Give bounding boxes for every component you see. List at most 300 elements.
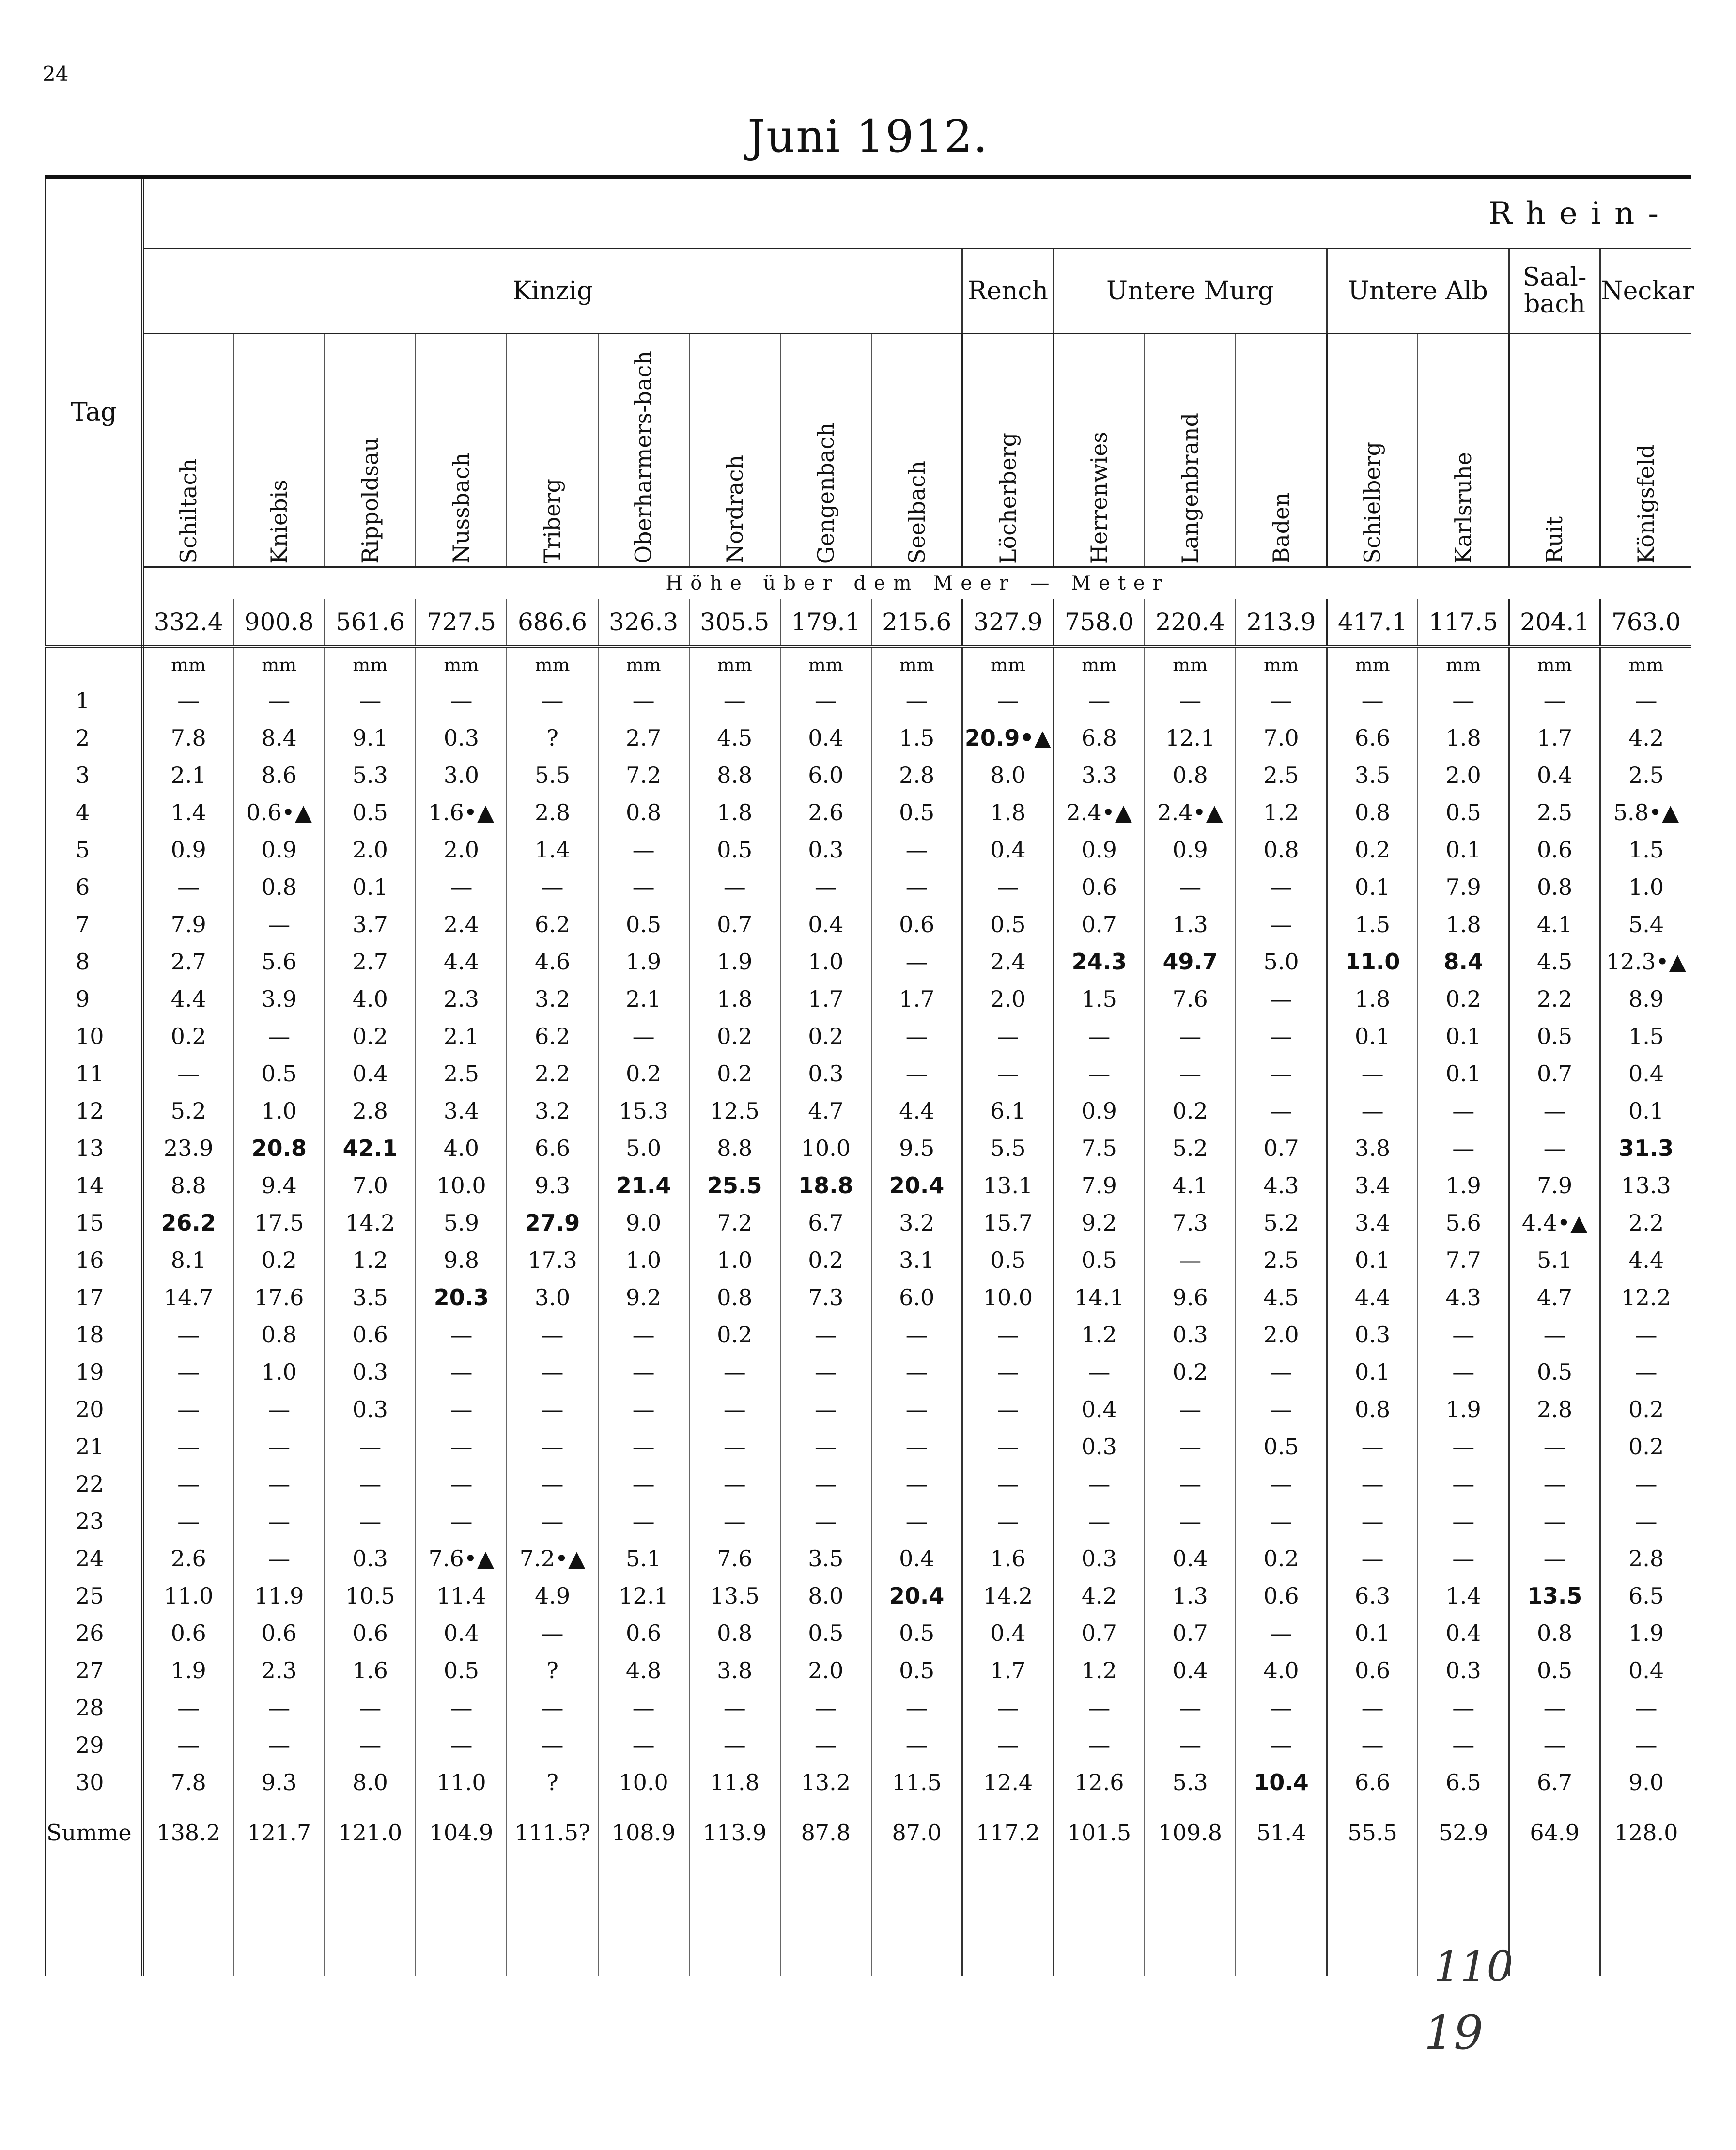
- precip-value: 5.0: [598, 1130, 689, 1167]
- precip-value: 1.6: [325, 1652, 416, 1689]
- precip-value: —: [1236, 981, 1327, 1018]
- unit-row: [46, 647, 1691, 682]
- station-header: [142, 334, 233, 567]
- precip-value: 8.1: [142, 1242, 233, 1279]
- precip-value: 2.4: [962, 943, 1054, 981]
- precip-value: 0.4: [871, 1540, 962, 1577]
- precip-value: 0.3: [780, 831, 871, 869]
- precip-value: 1.5: [1600, 1018, 1691, 1055]
- precip-value: 1.5: [1327, 906, 1418, 943]
- precip-value: —: [598, 1391, 689, 1428]
- precip-value: 1.7: [962, 1652, 1054, 1689]
- precip-value: 4.7: [780, 1092, 871, 1130]
- precip-value: 3.5: [325, 1279, 416, 1316]
- precip-value: —: [507, 1391, 598, 1428]
- precip-value: 7.3: [780, 1279, 871, 1316]
- unit-label: mm: [1509, 647, 1600, 682]
- precip-value: —: [871, 831, 962, 869]
- precip-value: 11.0: [1327, 943, 1418, 981]
- precip-value: 0.5: [233, 1055, 325, 1092]
- precip-value: 1.4: [507, 831, 598, 869]
- precip-value: 5.2: [142, 1092, 233, 1130]
- day-number: 26: [46, 1615, 142, 1652]
- precip-value: —: [325, 1503, 416, 1540]
- precip-value: —: [1054, 1465, 1145, 1503]
- tail-cell: [598, 1864, 689, 1976]
- precip-value: —: [507, 1503, 598, 1540]
- elevation-value: 758.0: [1054, 599, 1145, 647]
- precip-value: —: [1418, 1354, 1509, 1391]
- elevation-value: 326.3: [598, 599, 689, 647]
- region-header: Rhein-: [142, 177, 1691, 249]
- precip-value: 3.3: [1054, 757, 1145, 794]
- precip-value: 0.5: [416, 1652, 507, 1689]
- day-number: 29: [46, 1727, 142, 1764]
- day-number: 7: [46, 906, 142, 943]
- precip-value: 9.2: [598, 1279, 689, 1316]
- precip-value: 2.2: [1600, 1204, 1691, 1242]
- precip-value: 9.3: [507, 1167, 598, 1204]
- table-row: [46, 869, 1691, 906]
- group-header: Untere Murg: [1054, 249, 1327, 334]
- precip-value: 0.1: [1418, 1018, 1509, 1055]
- precip-value: 0.1: [1327, 1615, 1418, 1652]
- precip-value: 0.2: [1145, 1354, 1236, 1391]
- precip-value: —: [598, 682, 689, 719]
- group-header: Untere Alb: [1327, 249, 1509, 334]
- precip-value: —: [325, 1465, 416, 1503]
- precip-value: —: [598, 1465, 689, 1503]
- precip-value: 1.7: [780, 981, 871, 1018]
- precip-value: 0.5: [1054, 1242, 1145, 1279]
- sum-value: 51.4: [1236, 1801, 1327, 1864]
- precip-value: —: [598, 1428, 689, 1465]
- precip-value: 4.1: [1509, 906, 1600, 943]
- day-number: 21: [46, 1428, 142, 1465]
- table-row: [46, 1316, 1691, 1354]
- precip-value: —: [233, 1503, 325, 1540]
- precip-value: 5.9: [416, 1204, 507, 1242]
- precip-value: 4.8: [598, 1652, 689, 1689]
- precip-value: 13.5: [1509, 1577, 1600, 1615]
- precip-value: 5.4: [1600, 906, 1691, 943]
- precip-value: 3.0: [416, 757, 507, 794]
- precip-value: 2.2: [507, 1055, 598, 1092]
- tag-header: Tag: [46, 177, 142, 647]
- station-name: Baden: [1268, 492, 1294, 564]
- precip-value: 12.4: [962, 1764, 1054, 1801]
- day-number: 1: [46, 682, 142, 719]
- precip-value: —: [780, 682, 871, 719]
- precip-value: 3.1: [871, 1242, 962, 1279]
- precip-value: 5.6: [233, 943, 325, 981]
- precip-value: 3.2: [507, 1092, 598, 1130]
- precip-value: —: [871, 1018, 962, 1055]
- precip-value: 1.8: [1418, 719, 1509, 757]
- precip-value: —: [598, 1727, 689, 1764]
- precip-value: 1.9: [1600, 1615, 1691, 1652]
- precip-value: —: [142, 682, 233, 719]
- precip-value: —: [689, 1503, 780, 1540]
- precip-value: 1.8: [689, 794, 780, 831]
- precip-value: 1.0: [233, 1092, 325, 1130]
- precip-value: —: [416, 1689, 507, 1727]
- precip-value: 7.2•▲: [507, 1540, 598, 1577]
- precip-value: 7.9: [1509, 1167, 1600, 1204]
- precip-value: 12.5: [689, 1092, 780, 1130]
- day-number: 30: [46, 1764, 142, 1801]
- station-header: [1509, 334, 1600, 567]
- precip-value: 0.2: [689, 1018, 780, 1055]
- precip-value: ?: [507, 1764, 598, 1801]
- precip-value: 1.5: [1054, 981, 1145, 1018]
- precip-value: —: [142, 1689, 233, 1727]
- station-name: Nordrach: [721, 455, 748, 564]
- precip-value: 1.4: [1418, 1577, 1509, 1615]
- precip-value: 0.5: [780, 1615, 871, 1652]
- table-row: [46, 943, 1691, 981]
- elevation-value: 332.4: [142, 599, 233, 647]
- precip-value: 2.4•▲: [1145, 794, 1236, 831]
- precip-value: 2.0: [1418, 757, 1509, 794]
- elevation-value: 305.5: [689, 599, 780, 647]
- unit-label: mm: [1327, 647, 1418, 682]
- precip-value: 0.9: [1054, 831, 1145, 869]
- precip-value: 7.6: [1145, 981, 1236, 1018]
- table-row: [46, 719, 1691, 757]
- precip-value: —: [1145, 1428, 1236, 1465]
- precip-value: 1.4: [142, 794, 233, 831]
- day-number: 2: [46, 719, 142, 757]
- precip-value: 1.6: [962, 1540, 1054, 1577]
- elevation-value: 900.8: [233, 599, 325, 647]
- table-row: [46, 1167, 1691, 1204]
- precip-value: —: [780, 1316, 871, 1354]
- precip-value: —: [142, 869, 233, 906]
- precip-value: 8.8: [142, 1167, 233, 1204]
- precip-value: 4.3: [1418, 1279, 1509, 1316]
- pencil-note-2: 19: [1424, 2006, 1484, 2060]
- precip-value: 0.1: [325, 869, 416, 906]
- precip-value: —: [598, 1503, 689, 1540]
- station-header: [507, 334, 598, 567]
- precip-value: 1.9: [1418, 1167, 1509, 1204]
- precip-value: 2.5: [416, 1055, 507, 1092]
- precip-value: —: [1418, 682, 1509, 719]
- unit-label: mm: [871, 647, 962, 682]
- table-row: [46, 1689, 1691, 1727]
- precip-value: —: [780, 1428, 871, 1465]
- precip-value: —: [325, 1727, 416, 1764]
- precip-value: 3.2: [507, 981, 598, 1018]
- precip-value: —: [416, 1316, 507, 1354]
- day-number: 9: [46, 981, 142, 1018]
- precip-value: 0.4: [1054, 1391, 1145, 1428]
- tail-cell: [507, 1864, 598, 1976]
- precip-value: —: [598, 1018, 689, 1055]
- precip-value: 4.5: [689, 719, 780, 757]
- precip-value: 0.2: [142, 1018, 233, 1055]
- precip-value: 1.9: [689, 943, 780, 981]
- precip-value: —: [1236, 1354, 1327, 1391]
- unit-row-day: [46, 647, 142, 682]
- precip-value: —: [142, 1354, 233, 1391]
- precip-value: —: [1236, 869, 1327, 906]
- elevation-value: 213.9: [1236, 599, 1327, 647]
- sum-value: 55.5: [1327, 1801, 1418, 1864]
- precip-value: 0.2: [1145, 1092, 1236, 1130]
- precip-value: 4.4: [1600, 1242, 1691, 1279]
- precip-value: 0.3: [1054, 1540, 1145, 1577]
- precip-value: 1.5: [1600, 831, 1691, 869]
- precip-value: 3.5: [1327, 757, 1418, 794]
- precip-value: 0.5: [1509, 1354, 1600, 1391]
- precip-value: 9.0: [1600, 1764, 1691, 1801]
- precip-value: —: [689, 1391, 780, 1428]
- precip-value: 0.2: [1600, 1428, 1691, 1465]
- precip-value: 2.5: [1236, 1242, 1327, 1279]
- sum-row: [46, 1801, 1691, 1864]
- precip-value: 2.4•▲: [1054, 794, 1145, 831]
- elevation-value: 215.6: [871, 599, 962, 647]
- header-row-height-label: [46, 567, 1691, 599]
- table-row: [46, 1540, 1691, 1577]
- precip-value: 2.4: [416, 906, 507, 943]
- precip-value: 0.4: [1418, 1615, 1509, 1652]
- precip-value: 3.8: [689, 1652, 780, 1689]
- precip-value: 0.8: [1327, 794, 1418, 831]
- station-name: Königsfeld: [1633, 444, 1659, 564]
- precip-value: —: [142, 1428, 233, 1465]
- precip-value: 20.8: [233, 1130, 325, 1167]
- tail-cell: [325, 1864, 416, 1976]
- precip-value: —: [416, 1727, 507, 1764]
- precip-value: 1.2: [1054, 1652, 1145, 1689]
- precip-value: 5.3: [1145, 1764, 1236, 1801]
- precip-value: 9.6: [1145, 1279, 1236, 1316]
- precip-value: 2.7: [325, 943, 416, 981]
- precip-value: —: [1600, 1316, 1691, 1354]
- precip-value: 2.7: [142, 943, 233, 981]
- precip-value: 0.7: [1236, 1130, 1327, 1167]
- precip-value: 2.7: [598, 719, 689, 757]
- precip-value: 0.4: [416, 1615, 507, 1652]
- precip-value: 8.0: [962, 757, 1054, 794]
- tail-cell: [1054, 1864, 1145, 1976]
- precip-value: 0.8: [689, 1279, 780, 1316]
- precip-value: 6.2: [507, 1018, 598, 1055]
- day-number: 16: [46, 1242, 142, 1279]
- table-row: [46, 757, 1691, 794]
- precip-value: —: [962, 682, 1054, 719]
- precip-value: 7.0: [1236, 719, 1327, 757]
- precip-value: 0.6: [325, 1316, 416, 1354]
- group-header: Kinzig: [142, 249, 962, 334]
- day-number: 22: [46, 1465, 142, 1503]
- precip-value: 4.0: [325, 981, 416, 1018]
- precip-value: 0.5: [962, 1242, 1054, 1279]
- precipitation-table: [45, 175, 1694, 1976]
- precip-value: —: [507, 1615, 598, 1652]
- precip-value: 14.2: [962, 1577, 1054, 1615]
- sum-value: 87.0: [871, 1801, 962, 1864]
- precip-value: —: [689, 1354, 780, 1391]
- height-label: Höhe über dem Meer — Meter: [142, 567, 1691, 599]
- station-header: [1600, 334, 1691, 567]
- sum-value: 109.8: [1145, 1801, 1236, 1864]
- station-name: Ruit: [1541, 516, 1568, 564]
- unit-label: mm: [507, 647, 598, 682]
- precip-value: 0.8: [1509, 869, 1600, 906]
- precip-value: —: [1509, 1540, 1600, 1577]
- unit-label: mm: [142, 647, 233, 682]
- precip-value: 4.2: [1054, 1577, 1145, 1615]
- precip-value: 0.1: [1327, 1018, 1418, 1055]
- precip-value: 8.4: [1418, 943, 1509, 981]
- precip-value: 2.1: [598, 981, 689, 1018]
- station-header: [1418, 334, 1509, 567]
- precip-value: 27.9: [507, 1204, 598, 1242]
- station-name: Karlsruhe: [1450, 452, 1477, 564]
- table-row: [46, 1242, 1691, 1279]
- precip-value: —: [1236, 1465, 1327, 1503]
- precip-value: —: [780, 1727, 871, 1764]
- precip-value: 0.5: [1236, 1428, 1327, 1465]
- precip-value: —: [233, 1689, 325, 1727]
- precip-value: 0.5: [871, 1652, 962, 1689]
- precip-value: 0.2: [233, 1242, 325, 1279]
- precip-value: 10.5: [325, 1577, 416, 1615]
- unit-label: mm: [689, 647, 780, 682]
- unit-label: mm: [1145, 647, 1236, 682]
- precip-value: —: [233, 1727, 325, 1764]
- precip-value: 0.8: [233, 1316, 325, 1354]
- precip-value: 0.6: [325, 1615, 416, 1652]
- precip-value: —: [1236, 906, 1327, 943]
- precip-value: 4.5: [1509, 943, 1600, 981]
- precip-value: 0.3: [416, 719, 507, 757]
- page-number: 24: [43, 62, 69, 86]
- precip-value: —: [233, 1018, 325, 1055]
- precip-value: 0.8: [1145, 757, 1236, 794]
- precip-value: 2.8: [507, 794, 598, 831]
- precip-value: 0.6: [233, 1615, 325, 1652]
- precip-value: 7.2: [598, 757, 689, 794]
- precip-value: 42.1: [325, 1130, 416, 1167]
- header-row-groups: [46, 249, 1691, 334]
- precip-value: —: [1054, 1727, 1145, 1764]
- precip-value: —: [142, 1055, 233, 1092]
- precip-value: —: [962, 1055, 1054, 1092]
- precip-value: —: [416, 682, 507, 719]
- precip-value: —: [689, 869, 780, 906]
- precip-value: 0.2: [1418, 981, 1509, 1018]
- day-number: 10: [46, 1018, 142, 1055]
- precip-value: 5.5: [962, 1130, 1054, 1167]
- table-row: [46, 1428, 1691, 1465]
- precip-value: —: [416, 869, 507, 906]
- precip-value: 8.0: [780, 1577, 871, 1615]
- precip-value: —: [1509, 1428, 1600, 1465]
- day-number: 19: [46, 1354, 142, 1391]
- precip-value: —: [507, 1354, 598, 1391]
- precip-value: 3.8: [1327, 1130, 1418, 1167]
- precip-value: —: [325, 682, 416, 719]
- page-title: Juni 1912.: [747, 110, 989, 162]
- precip-value: 9.8: [416, 1242, 507, 1279]
- day-number: 25: [46, 1577, 142, 1615]
- elevation-value: 220.4: [1145, 599, 1236, 647]
- precip-value: 7.2: [689, 1204, 780, 1242]
- precip-value: 2.1: [142, 757, 233, 794]
- day-number: 5: [46, 831, 142, 869]
- precip-value: —: [233, 1540, 325, 1577]
- precip-value: 0.8: [598, 794, 689, 831]
- precip-value: 1.2: [1236, 794, 1327, 831]
- sum-value: 121.0: [325, 1801, 416, 1864]
- table-row: [46, 981, 1691, 1018]
- day-number: 11: [46, 1055, 142, 1092]
- precip-value: 1.9: [1418, 1391, 1509, 1428]
- precip-value: —: [416, 1354, 507, 1391]
- header-row-elevations: [46, 599, 1691, 647]
- day-number: 18: [46, 1316, 142, 1354]
- precip-value: —: [962, 1316, 1054, 1354]
- day-number: 14: [46, 1167, 142, 1204]
- precip-value: 0.4: [1145, 1652, 1236, 1689]
- precip-value: 11.0: [142, 1577, 233, 1615]
- precip-value: —: [1145, 1018, 1236, 1055]
- precip-value: —: [507, 1428, 598, 1465]
- precip-value: —: [1054, 1018, 1145, 1055]
- precip-value: 20.4: [871, 1577, 962, 1615]
- precip-value: 1.0: [1600, 869, 1691, 906]
- precip-value: 0.1: [1327, 1242, 1418, 1279]
- precip-value: 7.6•▲: [416, 1540, 507, 1577]
- precip-value: 0.4: [962, 1615, 1054, 1652]
- precip-value: —: [1327, 1092, 1418, 1130]
- precip-value: 6.5: [1600, 1577, 1691, 1615]
- precip-value: 1.0: [598, 1242, 689, 1279]
- table-row: [46, 1130, 1691, 1167]
- precip-value: 0.4: [1509, 757, 1600, 794]
- tail-cell: [142, 1864, 233, 1976]
- station-name: Schielberg: [1359, 442, 1386, 564]
- precip-value: 4.1: [1145, 1167, 1236, 1204]
- table-row: [46, 1652, 1691, 1689]
- precip-value: 9.1: [325, 719, 416, 757]
- precip-value: 6.7: [780, 1204, 871, 1242]
- precip-value: 2.8: [871, 757, 962, 794]
- precip-value: ?: [507, 719, 598, 757]
- group-header: Neckar: [1600, 249, 1691, 334]
- precip-value: 14.2: [325, 1204, 416, 1242]
- precip-value: 0.6: [1054, 869, 1145, 906]
- station-name: Nussbach: [448, 452, 475, 564]
- precip-value: —: [598, 1316, 689, 1354]
- precip-value: 4.4: [871, 1092, 962, 1130]
- table-row: [46, 831, 1691, 869]
- precip-value: 0.2: [325, 1018, 416, 1055]
- precip-value: 0.4: [325, 1055, 416, 1092]
- precip-value: 8.4: [233, 719, 325, 757]
- precip-value: 11.5: [871, 1764, 962, 1801]
- tail-cell: [1145, 1864, 1236, 1976]
- sum-value: 87.8: [780, 1801, 871, 1864]
- precip-value: 2.5: [1600, 757, 1691, 794]
- precip-value: 4.5: [1236, 1279, 1327, 1316]
- day-number: 15: [46, 1204, 142, 1242]
